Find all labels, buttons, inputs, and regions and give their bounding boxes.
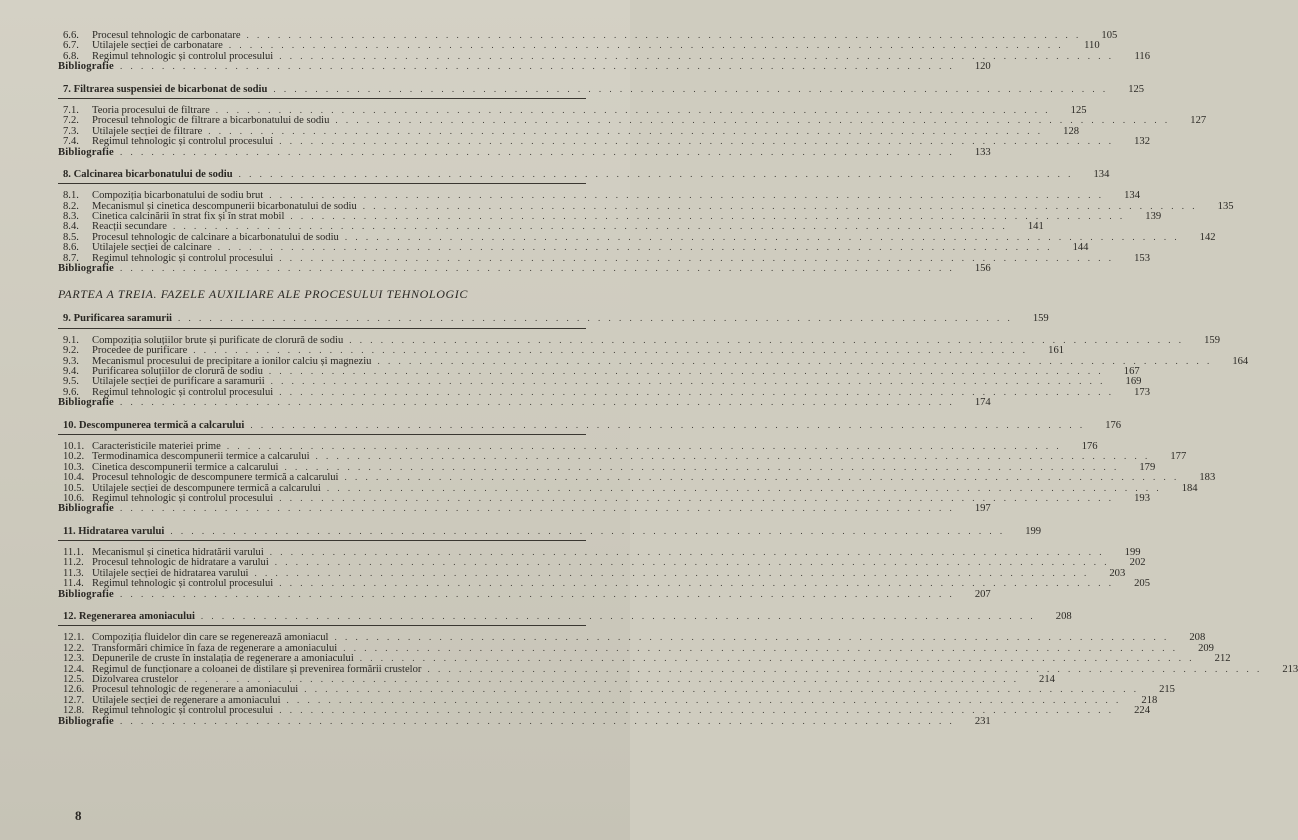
page-ref: 116 [1134,50,1150,62]
section-title: Regimul tehnologic și controlul procesului [92,252,274,264]
page-ref: 215 [1159,684,1175,696]
section-number: 10.3. [63,461,85,473]
section-title: Compoziția soluțiilor brute și purificate de clorură de sodiu [92,334,344,346]
dot-leader: . . . . . . . . . . . . . . . . . . . . . . . . . . . . . . . . . . . . . . . . . . . . . . . . . . . . . . . . . . . . . . . . . . . . . . . . . . . . . . . . [170,525,1006,536]
section-number: 10.1. [63,440,85,452]
page-ref: 174 [974,397,991,409]
section-number: 9.1. [63,334,79,346]
chapter-block [58,419,1216,515]
section-number: 12.3. [63,653,85,665]
section-number: 8.4. [63,221,79,233]
section-title: Utilajele secției de hidratarea varului [92,567,249,579]
page-ref: 173 [1134,386,1150,398]
bibliography-label: Bibliografie [58,263,114,275]
chapter-title: 8. Calcinarea bicarbonatului de sodiu [63,168,233,180]
page-ref: 231 [974,715,991,727]
page-ref: 161 [1048,345,1065,357]
section-title: Regimul tehnologic și controlul procesului [92,705,274,717]
bibliography-row [58,397,991,409]
bibliography-label: Bibliografie [58,146,114,158]
toc-row [58,40,1100,52]
toc-row [58,30,1118,41]
section-number: 9.6. [63,386,79,398]
top-section [58,30,1150,73]
section-number: 11.4. [63,578,84,590]
chapter-heading [58,525,1042,537]
section-title: Dizolvarea crustelor [92,673,179,685]
page-ref: 199 [1025,525,1042,537]
page-ref: 156 [974,263,991,275]
section-number: 7.2. [63,115,79,127]
section-number: 11.1. [63,547,84,559]
dot-leader: . . . . . . . . . . . . . . . . . . . . . . . . . . . . . . . . . . . . . . . . . . . . . . . . . . . . . . . . . . . . . . . . . . . . . . . . . . . . . . . . [119,263,955,274]
toc-row [58,642,1214,654]
chapter-title: 10. Descompunerea termică a calcarului [63,419,245,431]
dot-leader: . . . . . . . . . . . . . . . . . . . . . . . . . . . . . . . . . . . . . . . . . . . . . . . . . . . . . . . . . . . . . . . . . . . . . . . . . . . . . . . . [270,376,1106,387]
section-number: 7.3. [63,125,79,137]
page-ref: 141 [1027,221,1044,233]
toc-row [58,221,1044,233]
page-ref: 125 [1070,104,1087,116]
dot-leader: . . . . . . . . . . . . . . . . . . . . . . . . . . . . . . . . . . . . . . . . . . . . . . . . . . . . . . . . . . . . . . . . . . . . . . . . . . . . . . . . [279,386,1114,397]
section-title: Regimul tehnologic și controlul procesului [92,136,274,148]
section-title: Reacții secundare [92,221,167,233]
section-number: 11.3. [63,567,84,579]
dot-leader: . . . . . . . . . . . . . . . . . . . . . . . . . . . . . . . . . . . . . . . . . . . . . . . . . . . . . . . . . . . . . . . . . . . . . . . . . . . . . . . . [359,653,1195,664]
section-number: 12.4. [63,663,85,675]
section-number: 11.2. [63,557,84,569]
page-ref: 159 [1204,334,1220,346]
dot-leader: . . . . . . . . . . . . . . . . . . . . . . . . . . . . . . . . . . . . . . . . . . . . . . . . . . . . . . . . . . . . . . . . . . . . . . . . . . . . . . . . [362,200,1198,211]
page-ref: 184 [1181,482,1198,494]
dot-leader: . . . . . . . . . . . . . . . . . . . . . . . . . . . . . . . . . . . . . . . . . . . . . . . . . . . . . . . . . . . . . . . . . . . . . . . . . . . . . . . . [238,168,1074,179]
dot-leader: . . . . . . . . . . . . . . . . . . . . . . . . . . . . . . . . . . . . . . . . . . . . . . . . . . . . . . . . . . . . . . . . . . . . . . . . . . . . . . . . [279,50,1114,61]
toc-row [58,472,1216,484]
bibliography-label: Bibliografie [58,61,114,73]
section-number: 9.2. [63,345,79,357]
bibliography-row [58,503,991,515]
toc-row [58,694,1158,706]
dot-leader: . . . . . . . . . . . . . . . . . . . . . . . . . . . . . . . . . . . . . . . . . . . . . . . . . . . . . . . . . . . . . . . . . . . . . . . . . . . . . . . . [208,125,1044,136]
section-title: Regimul de funcționare a coloanei de distilare și prevenirea formării crustelor [92,663,422,675]
dot-leader: . . . . . . . . . . . . . . . . . . . . . . . . . . . . . . . . . . . . . . . . . . . . . . . . . . . . . . . . . . . . . . . . . . . . . . . . . . . . . . . . [286,694,1122,705]
section-title: Procedee de purificare [92,345,188,357]
page-ref: 214 [1039,673,1055,685]
section-title: Utilajele secției de carbonatare [92,40,223,52]
toc-row [58,231,1216,243]
toc-row [58,653,1231,665]
page-ref: 213 [1282,663,1298,675]
page-ref: 110 [1084,40,1100,52]
section-title: Termodinamica descompunerii termice a calcarului [92,451,310,463]
section-number: 8.6. [63,242,79,254]
chapter-rule [58,625,586,626]
toc-row [58,200,1234,212]
section-number: 12.7. [63,694,85,706]
page-ref: 208 [1055,611,1072,623]
toc-row [58,705,1150,717]
dot-leader: . . . . . . . . . . . . . . . . . . . . . . . . . . . . . . . . . . . . . . . . . . . . . . . . . . . . . . . . . . . . . . . . . . . . . . . . . . . . . . . . [119,61,955,72]
toc-row [58,386,1150,398]
section-title: Transformări chimice în faza de regenerare a amoniacului [92,642,338,654]
toc-row [58,451,1187,463]
part-title: PARTEA A TREIA. FAZELE AUXILIARE ALE PROCESULUI TEHNOLOGIC [58,287,468,302]
page-ref: 197 [974,503,991,515]
toc-row [58,492,1150,504]
toc-row [58,567,1126,579]
section-number: 12.2. [63,642,85,654]
page-ref: 224 [1134,705,1150,717]
dot-leader: . . . . . . . . . . . . . . . . . . . . . . . . . . . . . . . . . . . . . . . . . . . . . . . . . . . . . . . . . . . . . . . . . . . . . . . . . . . . . . . . [177,313,1013,324]
section-title: Purificarea soluțiilor de clorură de sodiu [92,365,263,377]
chapter-rule [58,540,586,541]
section-number: 10.5. [63,482,85,494]
section-number: 9.3. [63,355,79,367]
page-ref: 159 [1032,313,1049,325]
section-number: 10.6. [63,492,85,504]
toc-row [58,376,1142,388]
toc-row [58,684,1175,696]
dot-leader: . . . . . . . . . . . . . . . . . . . . . . . . . . . . . . . . . . . . . . . . . . . . . . . . . . . . . . . . . . . . . . . . . . . . . . . . . . . . . . . . [344,472,1180,483]
table-of-contents [58,30,1298,727]
toc-row [58,136,1150,148]
bibliography-row [58,146,991,158]
chapter-block [58,83,1207,158]
section-title: Procesul tehnologic de descompunere termică a calcarului [92,472,339,484]
dot-leader: . . . . . . . . . . . . . . . . . . . . . . . . . . . . . . . . . . . . . . . . . . . . . . . . . . . . . . . . . . . . . . . . . . . . . . . . . . . . . . . . [279,578,1114,589]
page-ref: 218 [1141,694,1158,706]
chapter-heading [58,313,1049,325]
toc-row [58,663,1298,675]
dot-leader: . . . . . . . . . . . . . . . . . . . . . . . . . . . . . . . . . . . . . . . . . . . . . . . . . . . . . . . . . . . . . . . . . . . . . . . . . . . . . . . . [254,567,1090,578]
chapter-block [58,525,1150,600]
page-number: 8 [75,808,82,823]
toc-row [58,557,1146,569]
toc-row [58,578,1150,590]
dot-leader: . . . . . . . . . . . . . . . . . . . . . . . . . . . . . . . . . . . . . . . . . . . . . . . . . . . . . . . . . . . . . . . . . . . . . . . . . . . . . . . . [269,190,1104,201]
dot-leader: . . . . . . . . . . . . . . . . . . . . . . . . . . . . . . . . . . . . . . . . . . . . . . . . . . . . . . . . . . . . . . . . . . . . . . . . . . . . . . . . [334,632,1170,643]
section-number: 12.5. [63,673,85,685]
chapter-block [58,611,1298,727]
page-ref: 105 [1101,30,1118,41]
chapter-heading [58,168,1110,180]
bibliography-row [58,61,991,73]
section-title: Compoziția bicarbonatului de sodiu brut [92,190,264,202]
page-ref: 134 [1093,168,1110,180]
page-ref: 142 [1199,231,1216,243]
chapter-heading [58,419,1122,431]
toc-row [58,365,1140,377]
dot-leader: . . . . . . . . . . . . . . . . . . . . . . . . . . . . . . . . . . . . . . . . . . . . . . . . . . . . . . . . . . . . . . . . . . . . . . . . . . . . . . . . [279,705,1114,716]
page-ref: 144 [1072,242,1089,254]
dot-leader: . . . . . . . . . . . . . . . . . . . . . . . . . . . . . . . . . . . . . . . . . . . . . . . . . . . . . . . . . . . . . . . . . . . . . . . . . . . . . . . . [226,440,1062,451]
page-ref: 120 [974,61,991,73]
bibliography-label: Bibliografie [58,588,114,600]
chapter-rule [58,328,586,329]
dot-leader: . . . . . . . . . . . . . . . . . . . . . . . . . . . . . . . . . . . . . . . . . . . . . . . . . . . . . . . . . . . . . . . . . . . . . . . . . . . . . . . . [344,231,1180,242]
section-title: Mecanismul procesului de precipitare a ionilor calciu și magneziu [92,355,372,367]
section-title: Procesul tehnologic de calcinare a bicarbonatului de sodiu [92,231,339,243]
dot-leader: . . . . . . . . . . . . . . . . . . . . . . . . . . . . . . . . . . . . . . . . . . . . . . . . . . . . . . . . . . . . . . . . . . . . . . . . . . . . . . . . [273,83,1109,94]
dot-leader: . . . . . . . . . . . . . . . . . . . . . . . . . . . . . . . . . . . . . . . . . . . . . . . . . . . . . . . . . . . . . . . . . . . . . . . . . . . . . . . . [335,115,1171,126]
section-title: Utilajele secției de purificare a saramurii [92,376,265,388]
section-title: Compoziția fluidelor din care se regenerează amoniacul [92,632,329,644]
section-number: 7.1. [63,104,79,116]
dot-leader: . . . . . . . . . . . . . . . . . . . . . . . . . . . . . . . . . . . . . . . . . . . . . . . . . . . . . . . . . . . . . . . . . . . . . . . . . . . . . . . . [279,136,1114,147]
dot-leader: . . . . . . . . . . . . . . . . . . . . . . . . . . . . . . . . . . . . . . . . . . . . . . . . . . . . . . . . . . . . . . . . . . . . . . . . . . . . . . . . [274,557,1110,568]
section-title: Regimul tehnologic și controlul procesului [92,50,274,62]
section-title: Utilajele secției de calcinare [92,242,212,254]
section-number: 10.2. [63,451,85,463]
section-title: Utilajele secției de regenerare a amoniacului [92,694,281,706]
section-number: 9.5. [63,376,79,388]
chapter-title: 11. Hidratarea varului [63,525,165,537]
dot-leader: . . . . . . . . . . . . . . . . . . . . . . . . . . . . . . . . . . . . . . . . . . . . . . . . . . . . . . . . . . . . . . . . . . . . . . . . . . . . . . . . [268,365,1104,376]
section-number: 12.8. [63,705,85,717]
toc-row [58,50,1150,62]
dot-leader: . . . . . . . . . . . . . . . . . . . . . . . . . . . . . . . . . . . . . . . . . . . . . . . . . . . . . . . . . . . . . . . . . . . . . . . . . . . . . . . . [343,642,1178,653]
section-title: Procesul tehnologic de filtrare a bicarbonatului de sodiu [92,115,330,127]
dot-leader: . . . . . . . . . . . . . . . . . . . . . . . . . . . . . . . . . . . . . . . . . . . . . . . . . . . . . . . . . . . . . . . . . . . . . . . . . . . . . . . . [228,40,1064,51]
toc-row [58,125,1080,137]
dot-leader: . . . . . . . . . . . . . . . . . . . . . . . . . . . . . . . . . . . . . . . . . . . . . . . . . . . . . . . . . . . . . . . . . . . . . . . . . . . . . . . . [349,334,1184,345]
section-title: Regimul tehnologic și controlul procesului [92,492,274,504]
page-ref: 203 [1109,567,1126,579]
chapter-heading [58,611,1072,623]
section-number: 8.5. [63,231,79,243]
bibliography-label: Bibliografie [58,503,114,515]
section-number: 6.7. [63,40,79,52]
dot-leader: . . . . . . . . . . . . . . . . . . . . . . . . . . . . . . . . . . . . . . . . . . . . . . . . . . . . . . . . . . . . . . . . . . . . . . . . . . . . . . . . [427,663,1263,674]
chapter-block [58,313,1249,409]
section-title: Caracteristicile materiei prime [92,440,221,452]
section-title: Utilajele secției de descompunere termică a calcarului [92,482,321,494]
section-title: Procesul tehnologic de carbonatare [92,30,241,41]
section-number: 8.1. [63,190,79,202]
page-ref: 212 [1214,653,1231,665]
dot-leader: . . . . . . . . . . . . . . . . . . . . . . . . . . . . . . . . . . . . . . . . . . . . . . . . . . . . . . . . . . . . . . . . . . . . . . . . . . . . . . . . [377,355,1213,366]
section-title: Depunerile de cruste în instalația de regenerare a amoniacului [92,653,354,665]
page-ref: 133 [974,146,991,158]
section-number: 7.4. [63,136,79,148]
toc-row [58,242,1089,254]
toc-row [58,190,1140,202]
section-title: Cinetica descompunerii termice a calcarului [92,461,279,473]
section-title: Regimul tehnologic și controlul procesului [92,386,274,398]
section-number: 8.3. [63,211,79,223]
toc-row [58,104,1087,116]
dot-leader: . . . . . . . . . . . . . . . . . . . . . . . . . . . . . . . . . . . . . . . . . . . . . . . . . . . . . . . . . . . . . . . . . . . . . . . . . . . . . . . . [200,611,1036,622]
section-title: Cinetica calcinării în strat fix și în strat mobil [92,211,285,223]
section-title: Procesul tehnologic de hidratare a varului [92,557,269,569]
page-ref: 134 [1124,190,1140,202]
dot-leader: . . . . . . . . . . . . . . . . . . . . . . . . . . . . . . . . . . . . . . . . . . . . . . . . . . . . . . . . . . . . . . . . . . . . . . . . . . . . . . . . [119,146,955,157]
page-ref: 127 [1190,115,1207,127]
toc-row [58,482,1198,494]
section-number: 6.8. [63,50,79,62]
section-number: 10.4. [63,472,85,484]
section-number: 8.7. [63,252,79,264]
page-ref: 132 [1134,136,1150,148]
bibliography-row [58,588,991,600]
dot-leader: . . . . . . . . . . . . . . . . . . . . . . . . . . . . . . . . . . . . . . . . . . . . . . . . . . . . . . . . . . . . . . . . . . . . . . . . . . . . . . . . [304,684,1139,695]
bibliography-row [58,263,991,275]
chapter-heading [58,83,1145,95]
toc-row [58,440,1098,452]
dot-leader: . . . . . . . . . . . . . . . . . . . . . . . . . . . . . . . . . . . . . . . . . . . . . . . . . . . . . . . . . . . . . . . . . . . . . . . . . . . . . . . . [119,715,955,726]
section-number: 12.6. [63,684,85,696]
page-ref: 176 [1081,440,1098,452]
dot-leader: . . . . . . . . . . . . . . . . . . . . . . . . . . . . . . . . . . . . . . . . . . . . . . . . . . . . . . . . . . . . . . . . . . . . . . . . . . . . . . . . [290,211,1126,222]
page-ref: 125 [1128,83,1145,95]
section-number: 9.4. [63,365,79,377]
bibliography-label: Bibliografie [58,715,114,727]
dot-leader: . . . . . . . . . . . . . . . . . . . . . . . . . . . . . . . . . . . . . . . . . . . . . . . . . . . . . . . . . . . . . . . . . . . . . . . . . . . . . . . . [184,673,1019,684]
bibliography-row [58,715,991,727]
page-ref: 209 [1198,642,1214,654]
chapter-title: 7. Filtrarea suspensiei de bicarbonat de sodiu [63,83,268,95]
bibliography-label: Bibliografie [58,397,114,409]
chapter-rule [58,98,586,99]
chapter-block [58,168,1234,275]
section-number: 8.2. [63,200,79,212]
dot-leader: . . . . . . . . . . . . . . . . . . . . . . . . . . . . . . . . . . . . . . . . . . . . . . . . . . . . . . . . . . . . . . . . . . . . . . . . . . . . . . . . [119,397,955,408]
page-ref: 208 [1189,632,1206,644]
page-ref: 193 [1134,492,1150,504]
page-ref: 128 [1063,125,1080,137]
section-title: Utilajele secției de filtrare [92,125,203,137]
dot-leader: . . . . . . . . . . . . . . . . . . . . . . . . . . . . . . . . . . . . . . . . . . . . . . . . . . . . . . . . . . . . . . . . . . . . . . . . . . . . . . . . [279,492,1114,503]
dot-leader: . . . . . . . . . . . . . . . . . . . . . . . . . . . . . . . . . . . . . . . . . . . . . . . . . . . . . . . . . . . . . . . . . . . . . . . . . . . . . . . . [217,242,1053,253]
page-ref: 169 [1125,376,1142,388]
dot-leader: . . . . . . . . . . . . . . . . . . . . . . . . . . . . . . . . . . . . . . . . . . . . . . . . . . . . . . . . . . . . . . . . . . . . . . . . . . . . . . . . [119,503,955,514]
dot-leader: . . . . . . . . . . . . . . . . . . . . . . . . . . . . . . . . . . . . . . . . . . . . . . . . . . . . . . . . . . . . . . . . . . . . . . . . . . . . . . . . [215,104,1051,115]
page-ref: 183 [1199,472,1216,484]
toc-row [58,334,1220,346]
toc-row [58,461,1156,473]
page-ref: 177 [1170,451,1187,463]
toc-row [58,211,1162,223]
section-title: Mecanismul și cinetica hidratării varului [92,547,264,559]
chapters-group-a [58,83,1234,275]
page-ref: 153 [1134,252,1150,264]
page-ref: 135 [1217,200,1234,212]
toc-row [58,115,1207,127]
dot-leader: . . . . . . . . . . . . . . . . . . . . . . . . . . . . . . . . . . . . . . . . . . . . . . . . . . . . . . . . . . . . . . . . . . . . . . . . . . . . . . . . [193,345,1029,356]
section-title: Mecanismul și cinetica descompunerii bicarbonatului de sodiu [92,200,357,212]
chapters-group-b [58,313,1298,727]
section-title: Regimul tehnologic și controlul procesului [92,578,274,590]
page-ref: 176 [1105,419,1122,431]
dot-leader: . . . . . . . . . . . . . . . . . . . . . . . . . . . . . . . . . . . . . . . . . . . . . . . . . . . . . . . . . . . . . . . . . . . . . . . . . . . . . . . . [284,461,1120,472]
toc-row [58,547,1141,559]
toc-row [58,355,1249,367]
dot-leader: . . . . . . . . . . . . . . . . . . . . . . . . . . . . . . . . . . . . . . . . . . . . . . . . . . . . . . . . . . . . . . . . . . . . . . . . . . . . . . . . [119,588,955,599]
chapter-rule [58,183,586,184]
dot-leader: . . . . . . . . . . . . . . . . . . . . . . . . . . . . . . . . . . . . . . . . . . . . . . . . . . . . . . . . . . . . . . . . . . . . . . . . . . . . . . . . [269,547,1105,558]
toc-row [58,252,1150,264]
dot-leader: . . . . . . . . . . . . . . . . . . . . . . . . . . . . . . . . . . . . . . . . . . . . . . . . . . . . . . . . . . . . . . . . . . . . . . . . . . . . . . . . [315,451,1151,462]
section-title: Teoria procesului de filtrare [92,104,210,116]
dot-leader: . . . . . . . . . . . . . . . . . . . . . . . . . . . . . . . . . . . . . . . . . . . . . . . . . . . . . . . . . . . . . . . . . . . . . . . . . . . . . . . . [326,482,1162,493]
dot-leader: . . . . . . . . . . . . . . . . . . . . . . . . . . . . . . . . . . . . . . . . . . . . . . . . . . . . . . . . . . . . . . . . . . . . . . . . . . . . . . . . [246,30,1082,40]
dot-leader: . . . . . . . . . . . . . . . . . . . . . . . . . . . . . . . . . . . . . . . . . . . . . . . . . . . . . . . . . . . . . . . . . . . . . . . . . . . . . . . . [279,252,1114,263]
page-ref: 179 [1139,461,1156,473]
page-ref: 139 [1145,211,1162,223]
section-number: 12.1. [63,632,85,644]
section-number: 6.6. [63,30,79,41]
section-title: Procesul tehnologic de regenerare a amoniacului [92,684,299,696]
page-ref: 167 [1123,365,1140,377]
chapter-rule [58,434,586,435]
toc-row [58,345,1065,357]
dot-leader: . . . . . . . . . . . . . . . . . . . . . . . . . . . . . . . . . . . . . . . . . . . . . . . . . . . . . . . . . . . . . . . . . . . . . . . . . . . . . . . . [250,419,1086,430]
page-ref: 205 [1134,578,1150,590]
page-ref: 207 [974,588,991,600]
chapter-title: 12. Regenerarea amoniacului [63,611,195,623]
page-ref: 202 [1129,557,1146,569]
toc-row [58,673,1055,685]
page-ref: 164 [1232,355,1249,367]
toc-row [58,632,1206,644]
page-ref: 199 [1124,547,1141,559]
dot-leader: . . . . . . . . . . . . . . . . . . . . . . . . . . . . . . . . . . . . . . . . . . . . . . . . . . . . . . . . . . . . . . . . . . . . . . . . . . . . . . . . [173,221,1008,232]
chapter-title: 9. Purificarea saramurii [63,313,172,325]
